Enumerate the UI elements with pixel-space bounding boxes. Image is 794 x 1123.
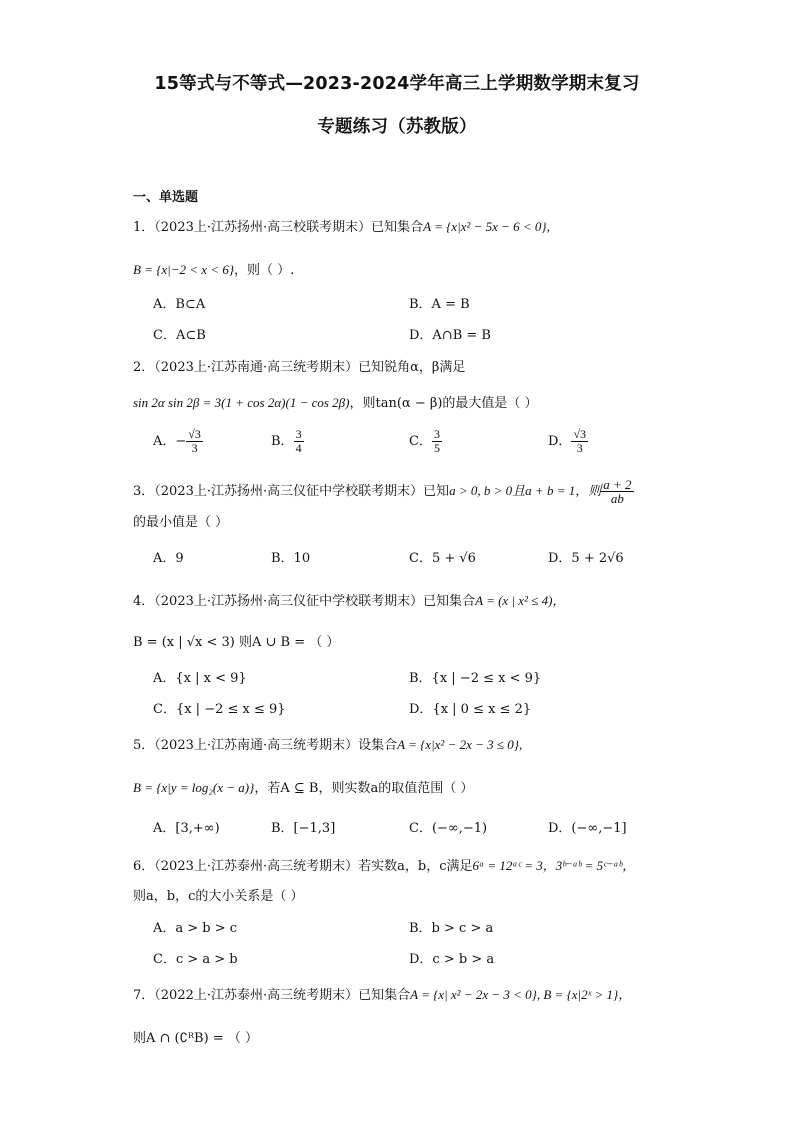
question-5-line-2-math: B = {x|y = log₂(x − a)} — [133, 780, 255, 795]
option-sign: − — [175, 434, 187, 449]
question-7-line-2: 则A ∩ (∁ᴿB) = （ ） — [133, 1031, 258, 1046]
question-3-option-d[interactable]: D．5 + 2√6 — [548, 551, 624, 566]
question-5-option-a[interactable]: A．[3,+∞) — [153, 821, 220, 836]
question-4-option-c[interactable]: C．{x | −2 ≤ x ≤ 9} — [153, 702, 286, 717]
question-4-option-b[interactable]: B．{x | −2 ≤ x < 9} — [409, 671, 542, 686]
question-3-option-c[interactable]: C．5 + √6 — [409, 551, 476, 566]
fraction — [432, 428, 442, 455]
document-title-line-2: 专题练习（苏教版） — [317, 117, 477, 137]
question-5-line-2 — [133, 779, 473, 798]
question-1-line-2 — [133, 261, 294, 280]
question-5-math: A = {x|x² − 2x − 3 ≤ 0}, — [397, 737, 523, 752]
question-2-option-d[interactable] — [548, 428, 588, 455]
question-4-option-d[interactable]: D．{x | 0 ≤ x ≤ 2} — [409, 702, 532, 717]
question-6-source: 6．（2023上·江苏泰州·高三统考期末）若实数a，b，c满足 — [133, 859, 473, 874]
option-letter: B． — [271, 434, 294, 449]
question-5-option-b[interactable]: B．[−1,3] — [271, 821, 336, 836]
question-1-option-c[interactable]: C．A⊂B — [153, 328, 206, 343]
question-6-option-b[interactable]: B．b > c > a — [409, 921, 494, 936]
question-7-source: 7．（2022上·江苏泰州·高三统考期末）已知集合 — [133, 988, 411, 1003]
question-2-line-2-math: sin 2α sin 2β = 3(1 + cos 2α)(1 − cos 2β) — [133, 395, 350, 410]
question-6-option-c[interactable]: C．c > a > b — [153, 952, 238, 967]
question-3-option-a[interactable]: A．9 — [153, 551, 184, 566]
fraction-numerator: √3 — [188, 427, 201, 441]
question-5-option-c[interactable]: C．(−∞,−1) — [409, 821, 488, 836]
fraction-denominator: 5 — [433, 441, 440, 455]
fraction-numerator: √3 — [573, 427, 587, 441]
question-1-option-b[interactable]: B．A = B — [409, 297, 470, 312]
question-6-option-a[interactable]: A．a > b > c — [153, 921, 238, 936]
fraction-numerator: 3 — [295, 427, 302, 441]
question-5-line-2-tail: ，若A ⊆ B，则实数a的取值范围（ ） — [254, 781, 474, 796]
question-1-option-a[interactable]: A．B⊂A — [153, 297, 206, 312]
question-2-option-b[interactable] — [271, 428, 304, 455]
question-5-option-d[interactable]: D．(−∞,−1] — [548, 821, 627, 836]
question-2-option-c[interactable] — [409, 428, 442, 455]
fraction-numerator: a + 2 — [603, 477, 632, 492]
question-3-option-b[interactable]: B．10 — [271, 551, 311, 566]
question-2-line-2-tail: ，则tan(α − β)的最大值是（ ） — [349, 396, 538, 411]
fraction — [571, 428, 588, 455]
question-1-stem — [133, 218, 550, 237]
question-2-line-2 — [133, 394, 538, 413]
fraction — [186, 428, 203, 455]
fraction-denominator: 3 — [576, 441, 583, 455]
section-heading: 一、单选题 — [133, 190, 199, 205]
option-letter: D． — [548, 434, 572, 449]
option-letter: A． — [153, 434, 176, 449]
question-2-stem: 2．（2023上·江苏南通·高三统考期末）已知锐角α，β满足 — [133, 360, 466, 375]
question-7-math: A = {x| x² − 2x − 3 < 0}, B = {x|2ˣ > 1}， — [410, 987, 632, 1002]
fraction-denominator: ab — [610, 491, 624, 506]
question-1-source: 1．（2023上·江苏扬州·高三校联考期末）已知集合 — [133, 220, 424, 235]
question-1-line-2-math: B = {x|−2 < x < 6} — [133, 262, 235, 277]
question-6-stem — [133, 857, 635, 876]
question-6-line-2: 则a，b，c的大小关系是（ ） — [133, 889, 304, 904]
question-3-math: a > 0, b > 0且a + b = 1，则 — [449, 483, 602, 498]
question-1-line-2-tail: ，则（ ）. — [234, 263, 295, 278]
option-letter: C． — [409, 434, 432, 449]
question-5-source: 5．（2023上·江苏南通·高三统考期末）设集合 — [133, 738, 398, 753]
question-4-source: 4．（2023上·江苏扬州·高三仪征中学校联考期末）已知集合 — [133, 594, 476, 609]
fraction-denominator: 4 — [295, 441, 302, 455]
fraction — [601, 478, 633, 505]
question-3-source: 3．（2023上·江苏扬州·高三仪征中学校联考期末）已知 — [133, 484, 450, 499]
question-3-stem — [133, 478, 634, 505]
question-1-math: A = {x|x² − 5x − 6 < 0}, — [423, 219, 550, 234]
fraction — [294, 428, 304, 455]
fraction-numerator: 3 — [433, 427, 440, 441]
fraction-denominator: 3 — [191, 441, 198, 455]
question-3-line-2: 的最小值是（ ） — [133, 515, 229, 530]
question-2-option-a[interactable] — [153, 428, 203, 455]
question-1-option-d[interactable]: D．A∩B = B — [409, 328, 491, 343]
question-4-option-a[interactable]: A．{x | x < 9} — [153, 671, 247, 686]
question-4-line-2: B = (x | √x < 3) 则A ∪ B = （ ） — [133, 635, 340, 650]
question-7-stem — [133, 986, 631, 1005]
question-4-stem — [133, 592, 565, 611]
question-4-math: A = (x | x² ≤ 4)， — [475, 593, 566, 608]
document-title-line-1: 15等式与不等式—2023-2024学年高三上学期数学期末复习 — [154, 74, 640, 94]
question-5-stem — [133, 736, 522, 755]
question-6-option-d[interactable]: D．c > b > a — [409, 952, 495, 967]
question-6-math: 6ᵃ = 12ᵃᶜ = 3，3ᵇ⁻ᵃᵇ = 5ᶜ⁻ᵃᵇ， — [472, 858, 636, 873]
